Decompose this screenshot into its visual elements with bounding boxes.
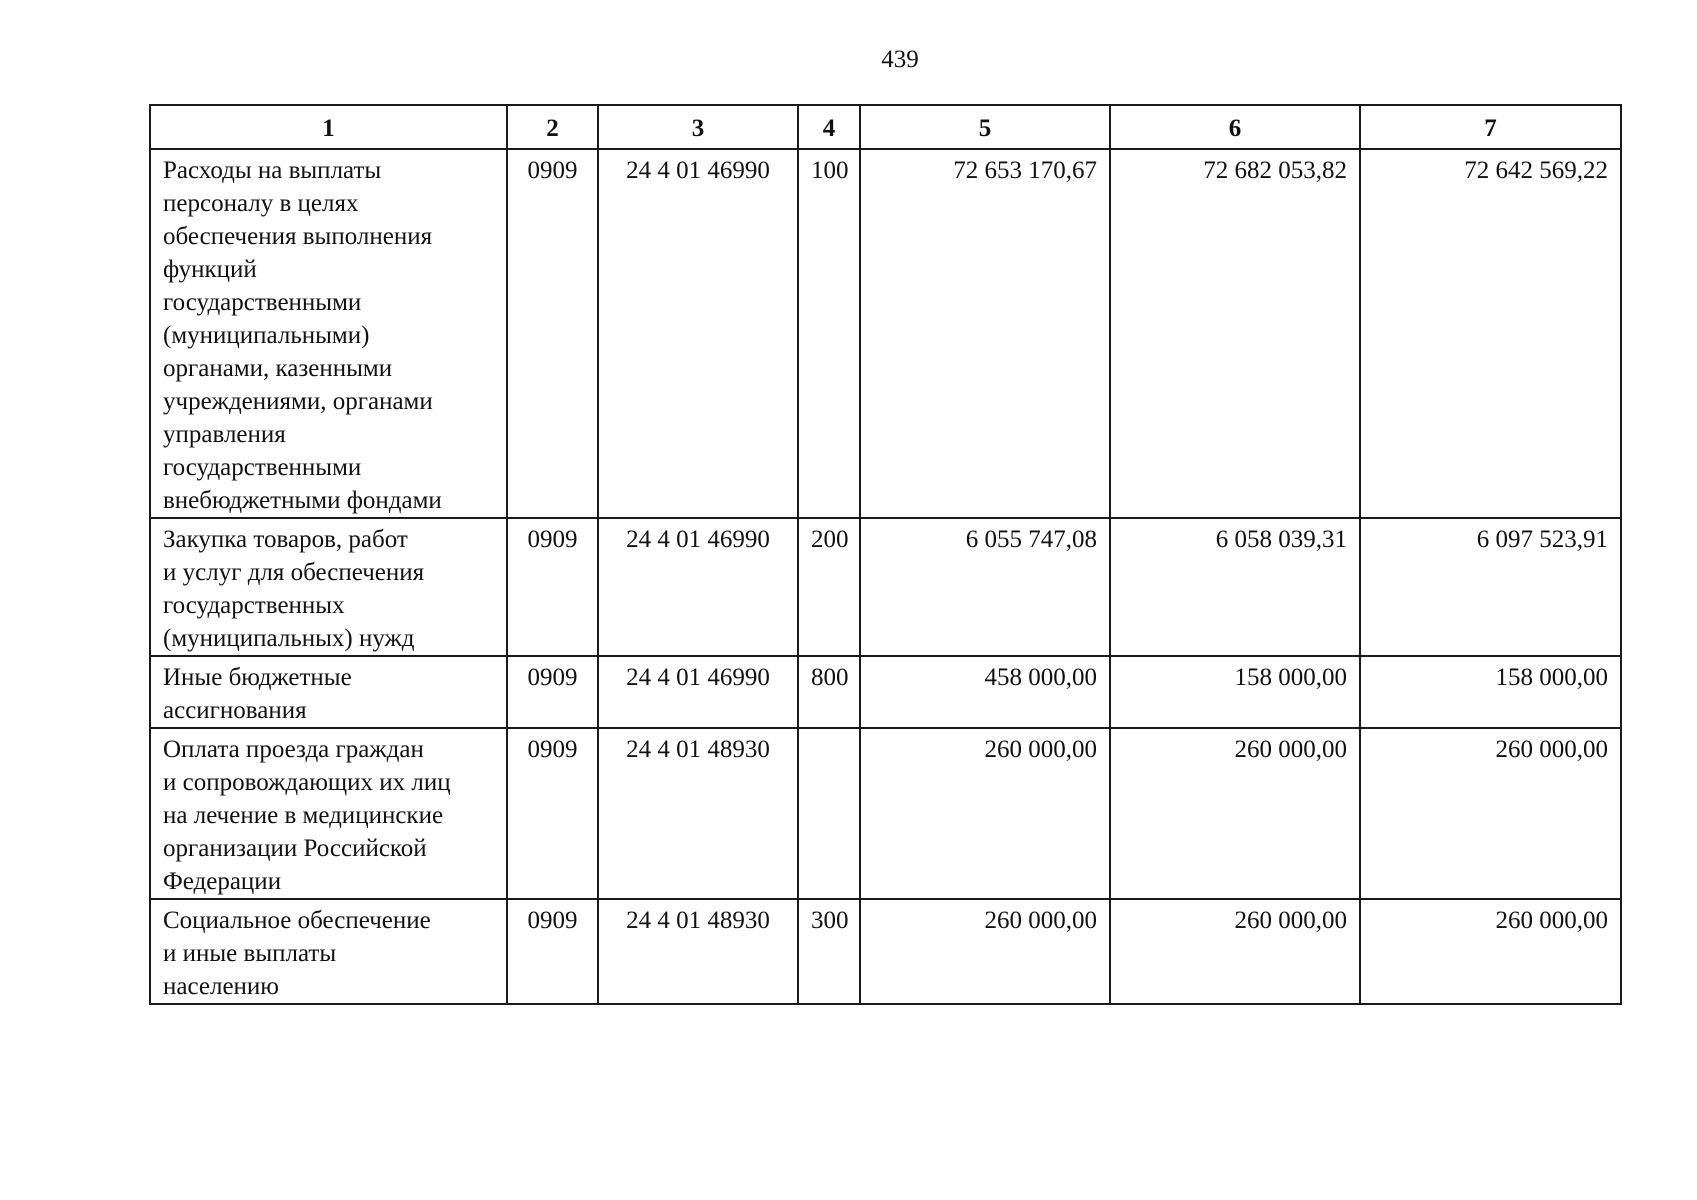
- expense-name-cell: [150, 728, 507, 899]
- header-row: [150, 105, 1621, 149]
- section-code-cell: 0909: [507, 656, 598, 728]
- expense-type-cell: 200: [798, 518, 860, 656]
- amount-col7-cell: 260 000,00: [1360, 899, 1621, 1004]
- table-row: [150, 899, 1621, 1004]
- expense-name-cell: [150, 899, 507, 1004]
- amount-col5-cell: 458 000,00: [860, 656, 1110, 728]
- target-article-cell: 24 4 01 48930: [598, 899, 798, 1004]
- budget-table: [149, 104, 1622, 1005]
- target-article-cell: 24 4 01 46990: [598, 149, 798, 518]
- col-header-5: 5: [860, 105, 1110, 149]
- section-code-cell: 0909: [507, 728, 598, 899]
- amount-col6-cell: 260 000,00: [1110, 728, 1360, 899]
- section-code-cell: 0909: [507, 518, 598, 656]
- col-header-6: 6: [1110, 105, 1360, 149]
- amount-col7-cell: 72 642 569,22: [1360, 149, 1621, 518]
- expense-name-cell: [150, 656, 507, 728]
- col-header-7: 7: [1360, 105, 1621, 149]
- amount-col5-cell: 72 653 170,67: [860, 149, 1110, 518]
- col-header-4: 4: [798, 105, 860, 149]
- amount-col5-cell: 260 000,00: [860, 728, 1110, 899]
- amount-col7-cell: 158 000,00: [1360, 656, 1621, 728]
- col-header-3: 3: [598, 105, 798, 149]
- target-article-cell: 24 4 01 46990: [598, 518, 798, 656]
- table-row: [150, 656, 1621, 728]
- expense-type-cell: [798, 728, 860, 899]
- expense-name: Закупка товаров, работ и услуг для обеспечения государственных (муниципальных) нужд: [163, 526, 425, 652]
- section-code-cell: 0909: [507, 899, 598, 1004]
- expense-type-cell: 100: [798, 149, 860, 518]
- target-article-cell: 24 4 01 46990: [598, 656, 798, 728]
- expense-name: Иные бюджетные ассигнования: [163, 664, 352, 724]
- expense-name: Оплата проезда граждан и сопровождающих их лиц на лечение в медицинские организации Российской Федерации: [163, 736, 451, 895]
- amount-col6-cell: 158 000,00: [1110, 656, 1360, 728]
- section-code-cell: 0909: [507, 149, 598, 518]
- expense-type-cell: 800: [798, 656, 860, 728]
- amount-col5-cell: 6 055 747,08: [860, 518, 1110, 656]
- amount-col5-cell: 260 000,00: [860, 899, 1110, 1004]
- expense-name-cell: [150, 149, 507, 518]
- amount-col6-cell: 72 682 053,82: [1110, 149, 1360, 518]
- amount-col6-cell: 6 058 039,31: [1110, 518, 1360, 656]
- table-row: [150, 149, 1621, 518]
- target-article-cell: 24 4 01 48930: [598, 728, 798, 899]
- table-row: [150, 728, 1621, 899]
- expense-type-cell: 300: [798, 899, 860, 1004]
- page-number: 439: [881, 46, 919, 73]
- table-row: [150, 518, 1621, 656]
- amount-col7-cell: 260 000,00: [1360, 728, 1621, 899]
- expense-name-cell: [150, 518, 507, 656]
- col-header-2: 2: [507, 105, 598, 149]
- expense-name: Социальное обеспечение и иные выплаты населению: [163, 907, 431, 1000]
- col-header-1: 1: [150, 105, 507, 149]
- expense-name: Расходы на выплаты персоналу в целях обеспечения выполнения функций государственными (муниципальными) органами, казенными учреждениями, органами управления государственными внебюджетными фондами: [163, 157, 442, 514]
- amount-col6-cell: 260 000,00: [1110, 899, 1360, 1004]
- amount-col7-cell: 6 097 523,91: [1360, 518, 1621, 656]
